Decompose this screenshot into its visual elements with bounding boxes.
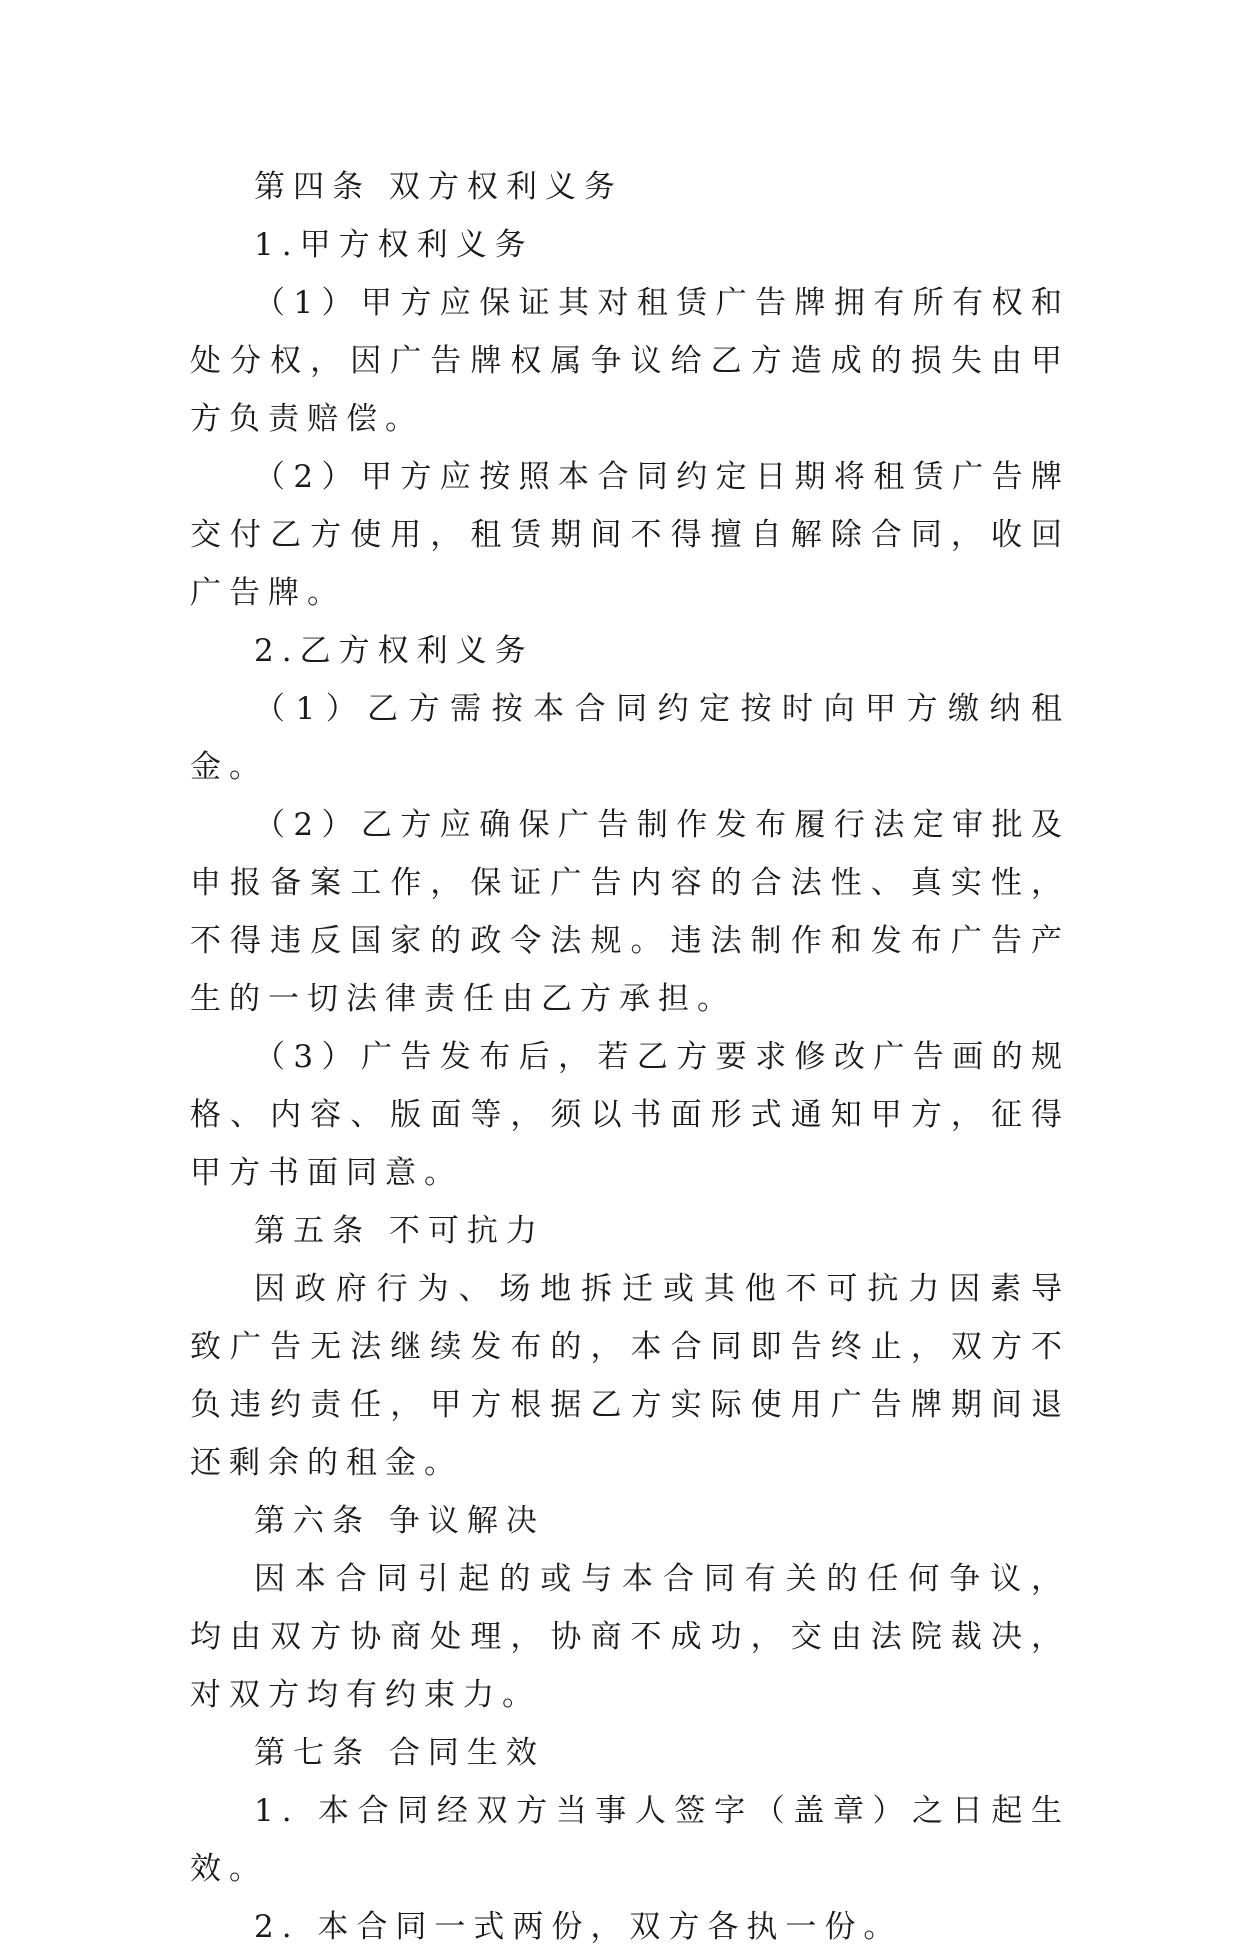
- party-a-clause-1: （1）甲方应保证其对租赁广告牌拥有所有权和处分权，因广告牌权属争议给乙方造成的损失由甲方负责赔偿。: [190, 285, 1070, 437]
- article-6-body: 因本合同引起的或与本合同有关的任何争议，均由双方协商处理，协商不成功，交由法院裁决，对双方均有约束力。: [190, 1561, 1070, 1713]
- party-b-clause-2: （2）乙方应确保广告制作发布履行法定审批及申报备案工作，保证广告内容的合法性、真实性，不得违反国家的政令法规。违法制作和发布广告产生的一切法律责任由乙方承担。: [190, 807, 1070, 1017]
- party-b-clause-1: （1）乙方需按本合同约定按时向甲方缴纳租金。: [190, 691, 1070, 785]
- party-a-clause-2: （2）甲方应按照本合同约定日期将租赁广告牌交付乙方使用，租赁期间不得擅自解除合同，收回广告牌。: [190, 459, 1070, 611]
- document-body: [190, 158, 1070, 1956]
- article-7-heading: 第七条 合同生效: [254, 1735, 545, 1771]
- article-6-heading: 第六条 争议解决: [254, 1503, 545, 1539]
- article-7-clause-2: 2. 本合同一式两份，双方各执一份。: [254, 1909, 903, 1945]
- party-b-rights-heading: 2.乙方权利义务: [254, 633, 534, 669]
- article-4-heading: 第四条 双方权利义务: [254, 169, 623, 205]
- party-a-rights-heading: 1.甲方权利义务: [254, 227, 534, 263]
- article-5-heading: 第五条 不可抗力: [254, 1213, 545, 1249]
- article-5-body: 因政府行为、场地拆迁或其他不可抗力因素导致广告无法继续发布的，本合同即告终止，双方不负违约责任，甲方根据乙方实际使用广告牌期间退还剩余的租金。: [190, 1271, 1070, 1481]
- article-7-clause-1: 1. 本合同经双方当事人签字（盖章）之日起生效。: [190, 1793, 1070, 1887]
- party-b-clause-3: （3）广告发布后，若乙方要求修改广告画的规格、内容、版面等，须以书面形式通知甲方，征得甲方书面同意。: [190, 1039, 1070, 1191]
